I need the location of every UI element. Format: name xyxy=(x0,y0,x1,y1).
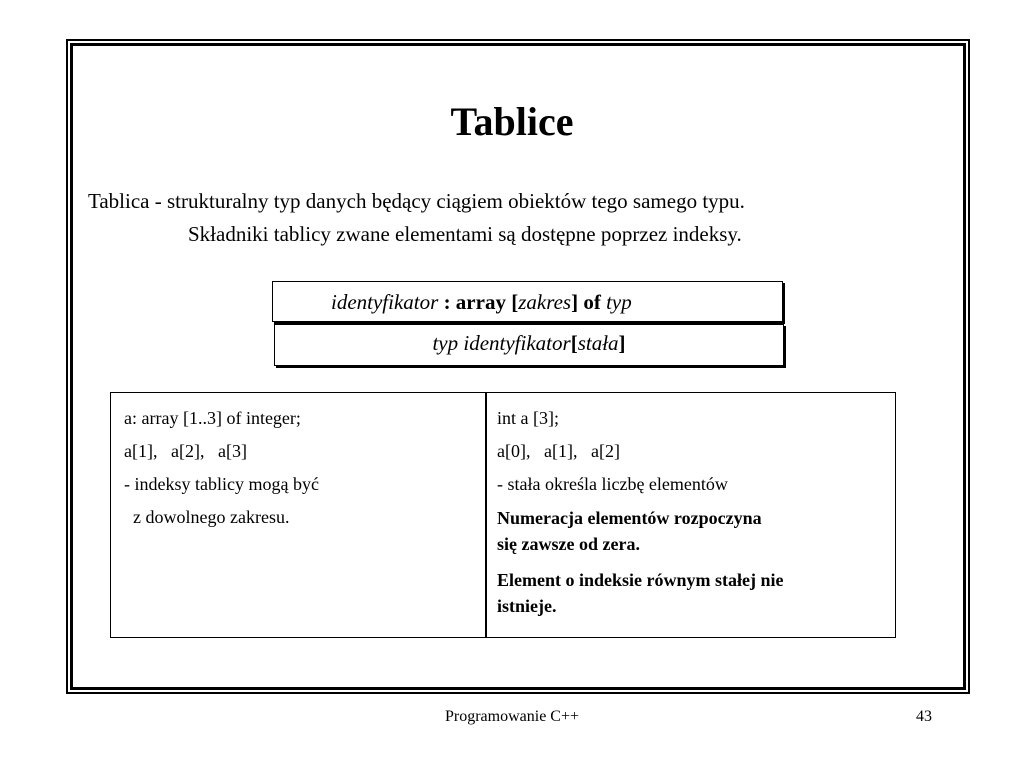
cpp-syntax-open-bracket: [ xyxy=(570,331,578,355)
cpp-syntax-line xyxy=(275,331,783,356)
cpp-example-note: - stała określa liczbę elementów xyxy=(497,474,728,494)
cpp-zero-index-note-line-1: Numeracja elementów rozpoczyna xyxy=(497,508,762,528)
cpp-example-elements: a[0], a[1], a[2] xyxy=(497,441,620,461)
pascal-syntax-line xyxy=(331,290,632,315)
slide-title: Tablice xyxy=(450,99,574,144)
pascal-example-declaration: a: array [1..3] of integer; xyxy=(124,408,301,428)
pascal-example-note-2: z dowolnego zakresu. xyxy=(124,507,290,527)
syntax-type: typ xyxy=(606,290,632,314)
cpp-zero-index-note-line-2: się zawsze od zera. xyxy=(497,534,640,554)
cpp-example-declaration: int a [3]; xyxy=(497,408,559,428)
syntax-identifier: identyfikator xyxy=(331,290,439,314)
cpp-syntax-identifier: identyfikator xyxy=(458,331,571,355)
cpp-out-of-range-note-line-2: istnieje. xyxy=(497,596,557,616)
syntax-array-keyword: : array [ xyxy=(438,290,519,314)
examples-column-divider xyxy=(485,392,487,638)
cpp-out-of-range-note-line-1: Element o indeksie równym stałej nie xyxy=(497,570,784,590)
pascal-syntax-box xyxy=(272,281,783,322)
footer-course-name: Programowanie C++ xyxy=(444,708,580,725)
pascal-example-elements: a[1], a[2], a[3] xyxy=(124,441,247,461)
definition-line-2: Składniki tablicy zwane elementami są dostępne poprzez indeksy. xyxy=(188,222,742,246)
syntax-range: zakres xyxy=(518,290,572,314)
cpp-syntax-box xyxy=(274,324,784,366)
definition-line-1: Tablica - strukturalny typ danych będący ciągiem obiektów tego samego typu. xyxy=(88,189,745,213)
cpp-syntax-type: typ xyxy=(432,331,459,355)
footer-page-number: 43 xyxy=(916,708,932,725)
cpp-syntax-constant: stała xyxy=(577,331,619,355)
pascal-example-note-1: - indeksy tablicy mogą być xyxy=(124,474,319,494)
syntax-of-keyword: ] of xyxy=(571,290,607,314)
cpp-syntax-close-bracket: ] xyxy=(618,331,626,355)
